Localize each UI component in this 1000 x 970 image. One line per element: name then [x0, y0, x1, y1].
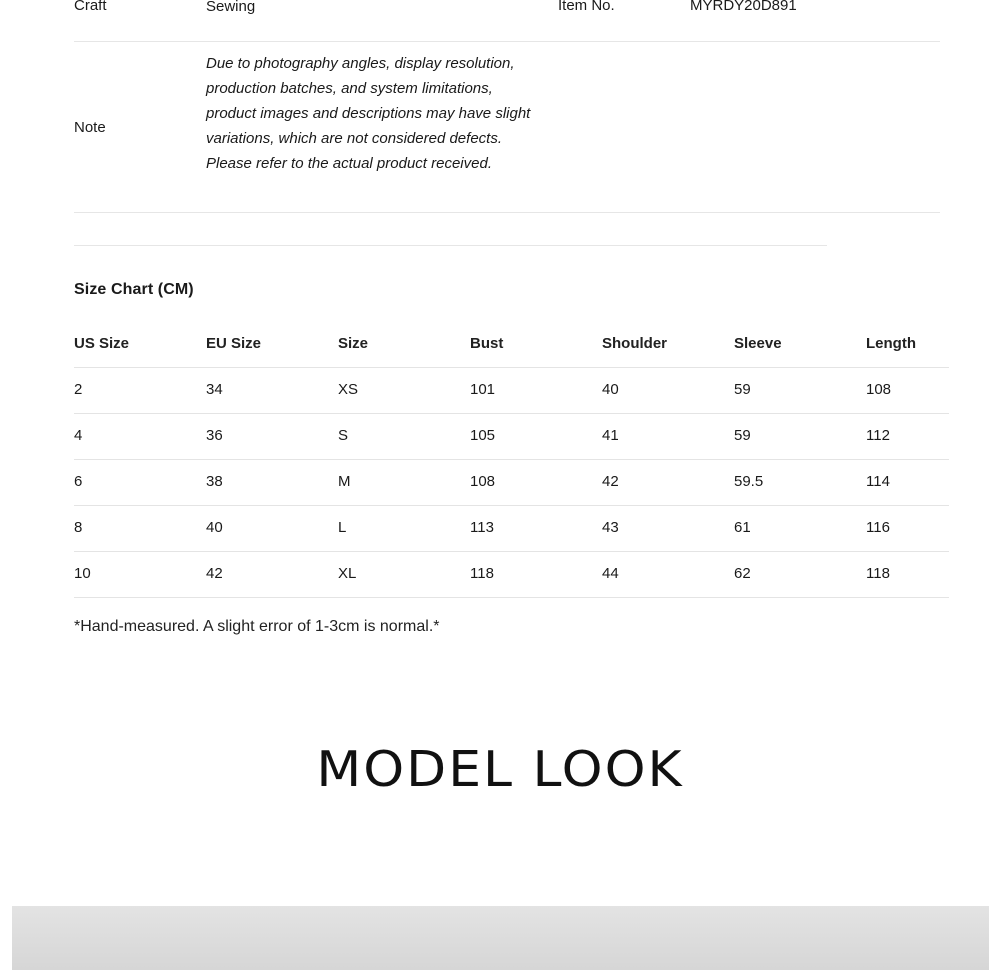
header-eu-size: EU Size	[206, 335, 262, 352]
craft-value: Sewing	[206, 0, 256, 15]
cell-bust: 108	[470, 473, 496, 490]
cell-size: L	[338, 519, 347, 536]
cell-bust: 105	[470, 427, 496, 444]
item-no-label: Item No.	[558, 0, 615, 14]
cell-length: 116	[866, 519, 890, 536]
cell-size: S	[338, 427, 349, 444]
size-chart-header-row	[74, 322, 949, 368]
cell-us-size: 4	[74, 427, 83, 444]
cell-sleeve: 62	[734, 565, 751, 582]
info-row-note	[74, 41, 940, 213]
cell-eu-size: 42	[206, 565, 223, 582]
cell-eu-size: 38	[206, 473, 223, 490]
cell-length: 108	[866, 381, 892, 398]
header-shoulder: Shoulder	[602, 335, 668, 352]
cell-length: 114	[866, 473, 890, 490]
cell-shoulder: 44	[602, 565, 619, 582]
cell-us-size: 6	[74, 473, 83, 490]
cell-sleeve: 61	[734, 519, 751, 536]
table-row	[74, 414, 949, 460]
cell-shoulder: 40	[602, 381, 619, 398]
header-us-size: US Size	[74, 335, 130, 352]
cell-size: M	[338, 473, 351, 490]
cell-us-size: 2	[74, 381, 83, 398]
table-row	[74, 460, 949, 506]
cell-bust: 101	[470, 381, 496, 398]
model-photo	[12, 906, 989, 970]
cell-us-size: 8	[74, 519, 83, 536]
cell-length: 118	[866, 565, 890, 582]
header-size: Size	[338, 335, 369, 352]
size-chart-title: Size Chart (CM)	[74, 281, 194, 298]
cell-length: 112	[866, 427, 890, 444]
table-row	[74, 368, 949, 414]
note-label: Note	[74, 119, 106, 136]
cell-size: XS	[338, 381, 359, 398]
cell-sleeve: 59	[734, 427, 751, 444]
header-length: Length	[866, 335, 916, 352]
cell-shoulder: 43	[602, 519, 619, 536]
cell-eu-size: 34	[206, 381, 223, 398]
header-bust: Bust	[470, 335, 504, 352]
cell-bust: 113	[470, 519, 494, 536]
size-chart-table	[74, 322, 949, 598]
model-look-heading: MODEL LOOK	[316, 741, 684, 799]
cell-sleeve: 59	[734, 381, 751, 398]
cell-sleeve: 59.5	[734, 473, 764, 490]
cell-bust: 118	[470, 565, 494, 582]
item-no-value: MYRDY20D891	[690, 0, 797, 14]
info-row-craft	[74, 0, 940, 42]
cell-size: XL	[338, 565, 357, 582]
cell-eu-size: 36	[206, 427, 223, 444]
measurement-footnote: *Hand-measured. A slight error of 1-3cm is normal.*	[74, 618, 440, 635]
cell-shoulder: 42	[602, 473, 619, 490]
header-sleeve: Sleeve	[734, 335, 782, 352]
note-value: Due to photography angles, display resolution, production batches, and system limitations, product images and descriptions may have slight variations, which are not considered defects. Please refer to the actual product received.	[206, 55, 531, 172]
cell-shoulder: 41	[602, 427, 619, 444]
craft-label: Craft	[74, 0, 107, 14]
table-row	[74, 552, 949, 598]
cell-eu-size: 40	[206, 519, 223, 536]
cell-us-size: 10	[74, 565, 91, 582]
section-divider	[74, 245, 827, 246]
table-row	[74, 506, 949, 552]
